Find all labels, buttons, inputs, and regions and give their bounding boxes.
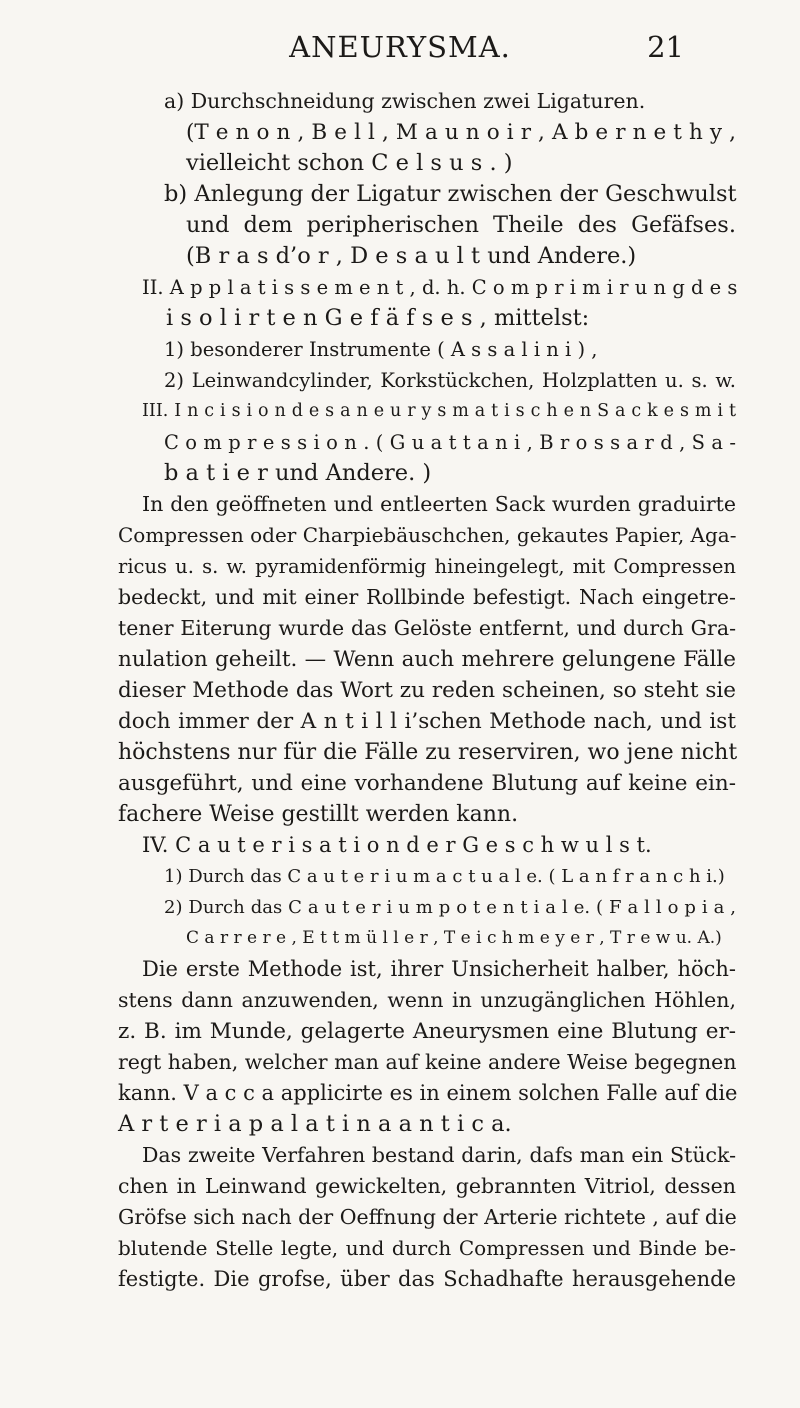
text-line: (T e n o n , B e l l , M a u n o i r , A b e r n e t h y , — [186, 120, 736, 145]
text-line: höchstens nur für die Fälle zu reserviren, wo jene nicht — [118, 740, 738, 765]
text-line: Compressen oder Charpiebäuschchen, gekautes Papier, Aga- — [118, 523, 737, 547]
text-line: b a t i e r und Andere. ) — [164, 460, 432, 486]
page-title: ANEURYSMA. — [289, 30, 511, 64]
text-line: a) Durchschneidung zwischen zwei Ligaturen. — [164, 89, 646, 113]
text-line: Das zweite Verfahren bestand darin, dafs man ein Stück- — [142, 1143, 736, 1167]
text-line: A r t e r i a p a l a t i n a a n t i c a. — [118, 1111, 512, 1137]
text-line: 2) Leinwandcylinder, Korkstückchen, Holzplatten u. s. w. — [164, 369, 736, 392]
text-line: und dem peripherischen Theile des Gefäfses. — [186, 212, 736, 238]
text-line: festigte. Die grofse, über das Schadhafte herausgehende — [118, 1267, 736, 1291]
text-line: C a r r e r e , E t t m ü l l e r , T e i c h m e y e r , T r e w u. A.) — [186, 928, 722, 948]
text-line: 2) Durch das C a u t e r i u m p o t e n t i a l e. ( F a l l o p i a , — [164, 897, 736, 918]
text-line: blutende Stelle legte, und durch Compressen und Binde be- — [118, 1236, 736, 1260]
text-line: stens dann anzuwenden, wenn in unzugänglichen Höhlen, — [118, 988, 736, 1012]
text-line: i s o l i r t e n G e f ä f s e s , mittelst: — [166, 305, 590, 331]
text-line: ausgeführt, und eine vorhandene Blutung auf keine ein- — [118, 771, 736, 796]
text-line: fachere Weise gestillt werden kann. — [118, 802, 519, 827]
text-line: chen in Leinwand gewickelten, gebrannten Vitriol, dessen — [118, 1174, 736, 1198]
text-line: III. I n c i s i o n d e s a n e u r y s m a t i s c h e n S a c k e s m i t — [142, 401, 736, 421]
text-line: nulation geheilt. — Wenn auch mehrere gelungene Fälle — [118, 647, 736, 672]
text-line: doch immer der A n t i l l i’schen Methode nach, und ist — [118, 709, 736, 734]
text-line: 1) Durch das C a u t e r i u m a c t u a l e. ( L a n f r a n c h i.) — [164, 866, 725, 887]
text-line: dieser Methode das Wort zu reden scheinen, so steht sie — [118, 678, 736, 703]
text-line: In den geöffneten und entleerten Sack wurden graduirte — [142, 492, 736, 516]
text-line: regt haben, welcher man auf keine andere Weise begegnen — [118, 1050, 737, 1074]
text-line: II. A p p l a t i s s e m e n t , d. h. C o m p r i m i r u n g d e s — [142, 276, 738, 299]
text-line: (B r a s d’o r , D e s a u l t und Andere.) — [186, 243, 637, 269]
text-line: tener Eiterung wurde das Gelöste entfernt, und durch Gra- — [118, 616, 736, 640]
text-line: b) Anlegung der Ligatur zwischen der Geschwulst — [164, 181, 737, 207]
text-line: 1) besonderer Instrumente ( A s s a l i n i ) , — [164, 338, 598, 361]
text-line: z. B. im Munde, gelagerte Aneurysmen eine Blutung er- — [118, 1019, 736, 1044]
running-header — [0, 30, 800, 74]
text-line: kann. V a c c a applicirte es in einem solchen Falle auf die — [118, 1081, 738, 1105]
text-line: ricus u. s. w. pyramidenförmig hineingelegt, mit Compressen — [118, 555, 736, 578]
text-line: bedeckt, und mit einer Rollbinde befestigt. Nach eingetre- — [118, 585, 736, 609]
text-line: C o m p r e s s i o n . ( G u a t t a n i , B r o s s a r d , S a - — [164, 431, 736, 454]
text-line: IV. C a u t e r i s a t i o n d e r G e s c h w u l s t. — [142, 833, 652, 857]
text-line: vielleicht schon C e l s u s . ) — [186, 150, 513, 176]
text-line: Gröfse sich nach der Oeffnung der Arterie richtete , auf die — [118, 1205, 737, 1229]
page-number: 21 — [647, 30, 684, 64]
text-line: Die erste Methode ist, ihrer Unsicherheit halber, höch- — [142, 957, 736, 981]
